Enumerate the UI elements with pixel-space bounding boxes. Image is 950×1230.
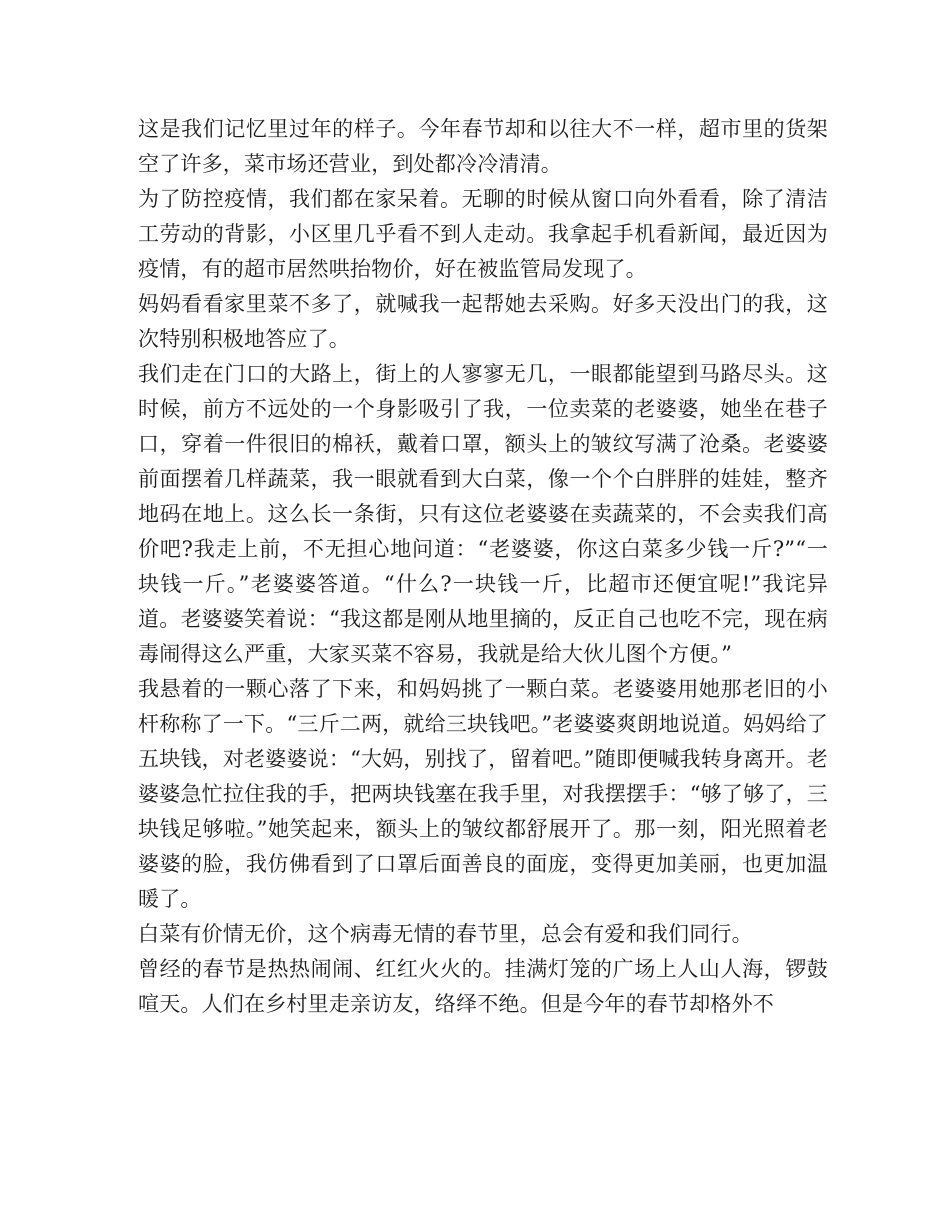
paragraph-6: 白菜有价情无价，这个病毒无情的春节里，总会有爱和我们同行。 <box>138 922 753 946</box>
paragraph-4: 我们走在门口的大路上，街上的人寥寥无几，一眼都能望到马路尽头。这时候，前方不远处的一个身影吸引了我，一位卖菜的老婆婆，她坐在巷子口，穿着一件很旧的棉袄，戴着口罩，额头上的皱纹写满了沧桑。老婆婆前面摆着几样蔬菜，我一眼就看到大白菜，像一个个白胖胖的娃娃，整齐地码在地上。这么长一条街，只有这位老婆婆在卖蔬菜的，不会卖我们高价吧?我走上前，不无担心地问道：“老婆婆，你这白菜多少钱一斤?”“一块钱一斤。”老婆婆答道。“什么?一块钱一斤，比超市还便宜呢!”我诧异道。老婆婆笑着说：“我这都是刚从地里摘的，反正自己也吃不完，现在病毒闹得这么严重，大家买菜不容易，我就是给大伙儿图个方便。” <box>138 362 828 666</box>
paragraph-5: 我悬着的一颗心落了下来，和妈妈挑了一颗白菜。老婆婆用她那老旧的小杆称称了一下。“三斤二两，就给三块钱吧。”老婆婆爽朗地说道。妈妈给了五块钱，对老婆婆说：“大妈，别找了，留着吧。”随即便喊我转身离开。老婆婆急忙拉住我的手，把两块钱塞在我手里，对我摆摆手：“够了够了，三块钱足够啦。”她笑起来，额头上的皱纹都舒展开了。那一刻，阳光照着老婆婆的脸，我仿佛看到了口罩后面善良的面庞，变得更加美丽，也更加温暖了。 <box>138 677 828 911</box>
paragraph-1: 这是我们记忆里过年的样子。今年春节却和以往大不一样，超市里的货架空了许多，菜市场还营业，到处都冷冷清清。 <box>138 117 828 176</box>
paragraph-2: 为了防控疫情，我们都在家呆着。无聊的时候从窗口向外看看，除了清洁工劳动的背影，小区里几乎看不到人走动。我拿起手机看新闻，最近因为疫情，有的超市居然哄抬物价，好在被监管局发现了。 <box>138 187 828 281</box>
article-body <box>138 112 828 1022</box>
paragraph-3: 妈妈看看家里菜不多了，就喊我一起帮她去采购。好多天没出门的我，这次特别积极地答应了。 <box>138 292 828 351</box>
paragraph-7: 曾经的春节是热热闹闹、红红火火的。挂满灯笼的广场上人山人海，锣鼓喧天。人们在乡村里走亲访友，络绎不绝。但是今年的春节却格外不 <box>138 957 828 1016</box>
